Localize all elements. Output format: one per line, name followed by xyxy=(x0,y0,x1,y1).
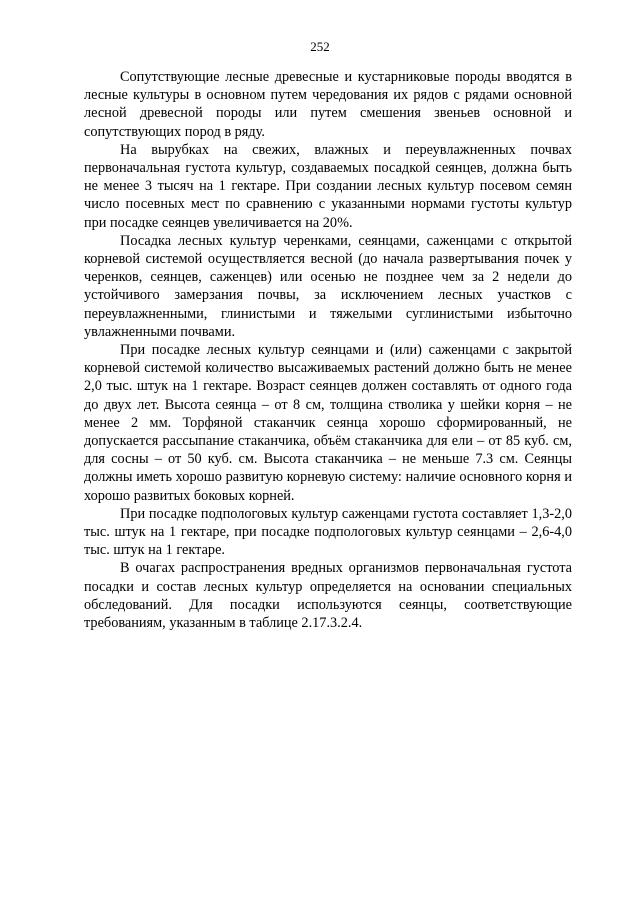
document-body xyxy=(84,68,572,632)
paragraph-closed-root-system: При посадке лесных культур сеянцами и (или) саженцами с закрытой корневой системой количество высаживаемых растений должно быть не менее 2,0 тыс. штук на 1 гектаре. Возраст сеянцев должен составлять от одного года до двух лет. Высота сеянца – от 8 см, толщина стволика у шейки корня – не менее 2 мм. Торфяной стаканчик сеянца хорошо сформированный, не допускается рассыпание стаканчика, объём стаканчика для ели – от 85 куб. см, для сосны – от 50 куб. см. Высота стаканчика – не меньше 7.3 см. Сеянцы должны иметь хорошо развитую корневую систему: наличие основного корня и хорошо развитых боковых корней. xyxy=(84,342,572,504)
page-number: 252 xyxy=(310,39,330,54)
paragraph-planting-season: Посадка лесных культур черенками, сеянцами, саженцами с открытой корневой системой осуществляется весной (до начала развертывания почек у черенков, сеянцев, саженцев) или осенью не позднее чем за 2 недели до устойчивого замерзания почвы, за исключением лесных участков с переувлажненными, глинистыми и тяжелыми суглинистыми избыточно увлажненными почвами. xyxy=(84,232,572,340)
paragraph-underplanting-density: При посадке подпологовых культур саженцами густота составляет 1,3-2,0 тыс. штук на 1 гектаре, при посадке подпологовых культур сеянцами – 2,6-4,0 тыс. штук на 1 гектаре. xyxy=(84,505,572,559)
paragraph-pest-outbreaks: В очагах распространения вредных организмов первоначальная густота посадки и состав лесных культур определяется на основании специальных обследований. Для посадки используются сеянцы, соответствующие требованиям, указанным в таблице 2.17.3.2.4. xyxy=(84,560,572,632)
paragraph-initial-density: На вырубках на свежих, влажных и переувлажненных почвах первоначальная густота культур, создаваемых посадкой сеянцев, должна быть не менее 3 тысяч на 1 гектаре. При создании лесных культур посевом семян число посевных мест по сравнению с указанными нормами густоты культур при посадке сеянцев увеличивается на 20%. xyxy=(84,141,572,231)
paragraph-companion-species: Сопутствующие лесные древесные и кустарниковые породы вводятся в лесные культуры в основном путем чередования их рядов с рядами основной лесной древесной породы или путем смешения звеньев основной и сопутствующих пород в ряду. xyxy=(84,69,572,140)
